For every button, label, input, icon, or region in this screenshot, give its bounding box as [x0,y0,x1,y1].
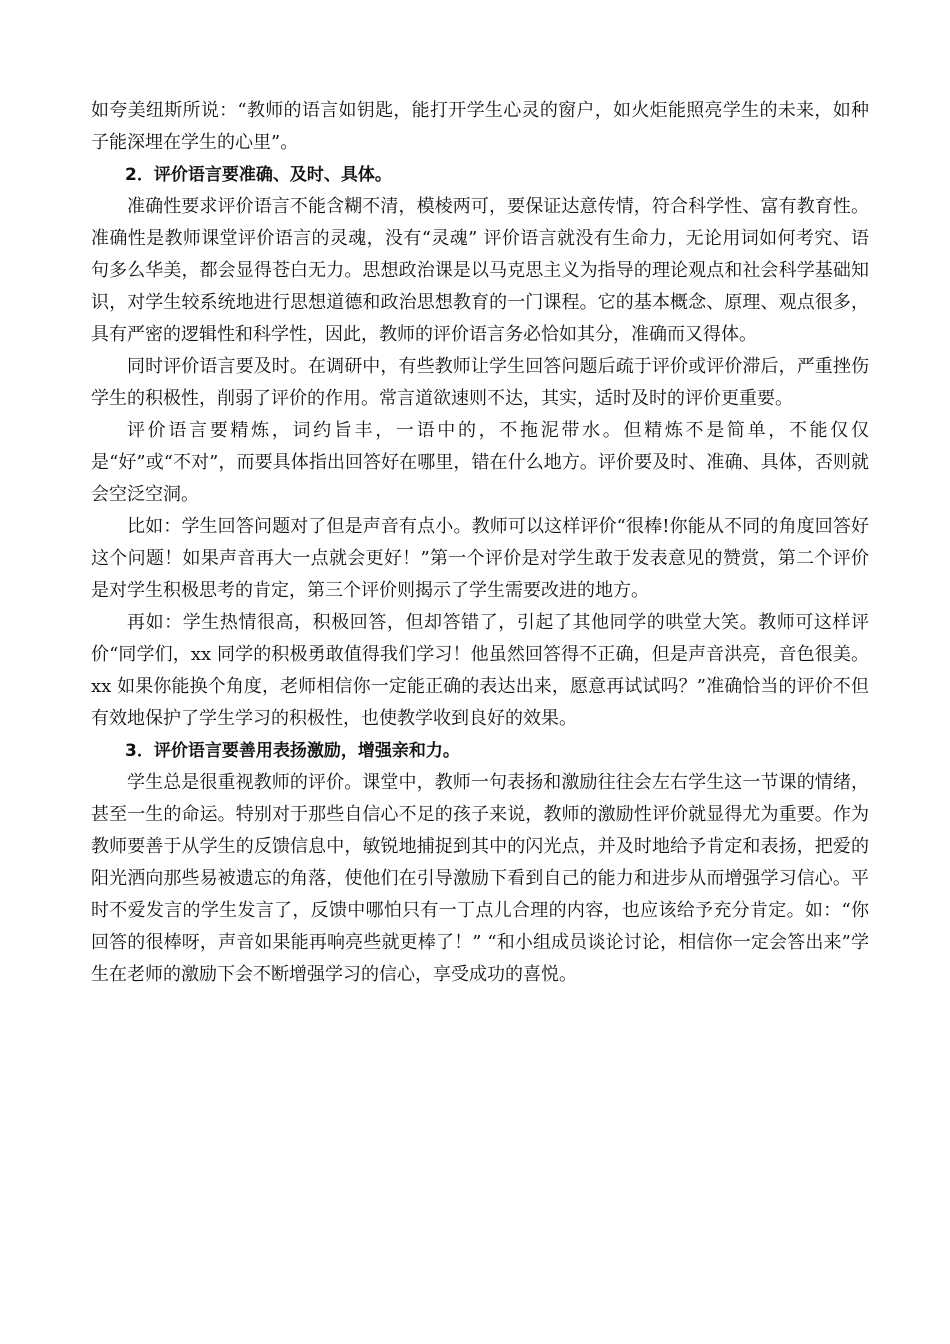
paragraph-quote-continuation: 如夸美纽斯所说：“教师的语言如钥匙，能打开学生心灵的窗户，如火炬能照亮学生的未来，如种子能深埋在学生的心里”。 [91,100,869,153]
section-heading-2: 2．评价语言要准确、及时、具体。 [125,165,392,185]
paragraph-timeliness: 同时评价语言要及时。在调研中，有些教师让学生回答问题后疏于评价或评价滞后，严重挫伤学生的积极性，削弱了评价的作用。常言道欲速则不达，其实，适时及时的评价更重要。 [91,356,869,409]
paragraph-accuracy: 准确性要求评价语言不能含糊不清，模棱两可，要保证达意传情，符合科学性、富有教育性。准确性是教师课堂评价语言的灵魂，没有“灵魂” 评价语言就没有生命力，无论用词如何考究、语句多么华美，都会显得苍白无力。思想政治课是以马克思主义为指导的理论观点和社会科学基础知识，对学生较系统地进行思想道德和政治思想教育的一门课程。它的基本概念、原理、观点很多，具有严密的逻辑性和科学性，因此，教师的评价语言务必恰如其分，准确而又得体。 [91,196,869,345]
paragraph-example-1: 比如：学生回答问题对了但是声音有点小。教师可以这样评价“很棒!你能从不同的角度回答好这个问题！如果声音再大一点就会更好！”第一个评价是对学生敢于发表意见的赞赏，第二个评价是对学生积极思考的肯定，第三个评价则揭示了学生需要改进的地方。 [91,516,869,601]
paragraph-encouragement: 学生总是很重视教师的评价。课堂中，教师一句表扬和激励往往会左右学生这一节课的情绪，甚至一生的命运。特别对于那些自信心不足的孩子来说，教师的激励性评价就显得尤为重要。作为教师要善于从学生的反馈信息中，敏锐地捕捉到其中的闪光点，并及时地给予肯定和表扬，把爱的阳光洒向那些易被遗忘的角落，使他们在引导激励下看到自己的能力和进步从而增强学习信心。平时不爱发言的学生发言了，反馈中哪怕只有一丁点儿合理的内容，也应该给予充分肯定。如：“你回答的很棒呀，声音如果能再响亮些就更棒了！” “和小组成员谈论讨论，相信你一定会答出来”学生在老师的激励下会不断增强学习的信心，享受成功的喜悦。 [91,772,869,985]
paragraph-example-2: 再如：学生热情很高，积极回答，但却答错了，引起了其他同学的哄堂大笑。教师可这样评价“同学们，xx 同学的积极勇敢值得我们学习！他虽然回答得不正确，但是声音洪亮，音色很美。xx 如果你能换个角度，老师相信你一定能正确的表达出来，愿意再试试吗？”准确恰当的评价不但有效地保护了学生学习的积极性，也使教学收到良好的效果。 [91,612,869,729]
document-body [91,95,869,991]
section-heading-3: 3．评价语言要善用表扬激励，增强亲和力。 [125,741,460,761]
paragraph-conciseness: 评价语言要精炼，词约旨丰，一语中的，不拖泥带水。但精炼不是简单，不能仅仅是“好”或“不对”，而要具体指出回答好在哪里，错在什么地方。评价要及时、准确、具体，否则就会空泛空洞。 [91,420,869,505]
